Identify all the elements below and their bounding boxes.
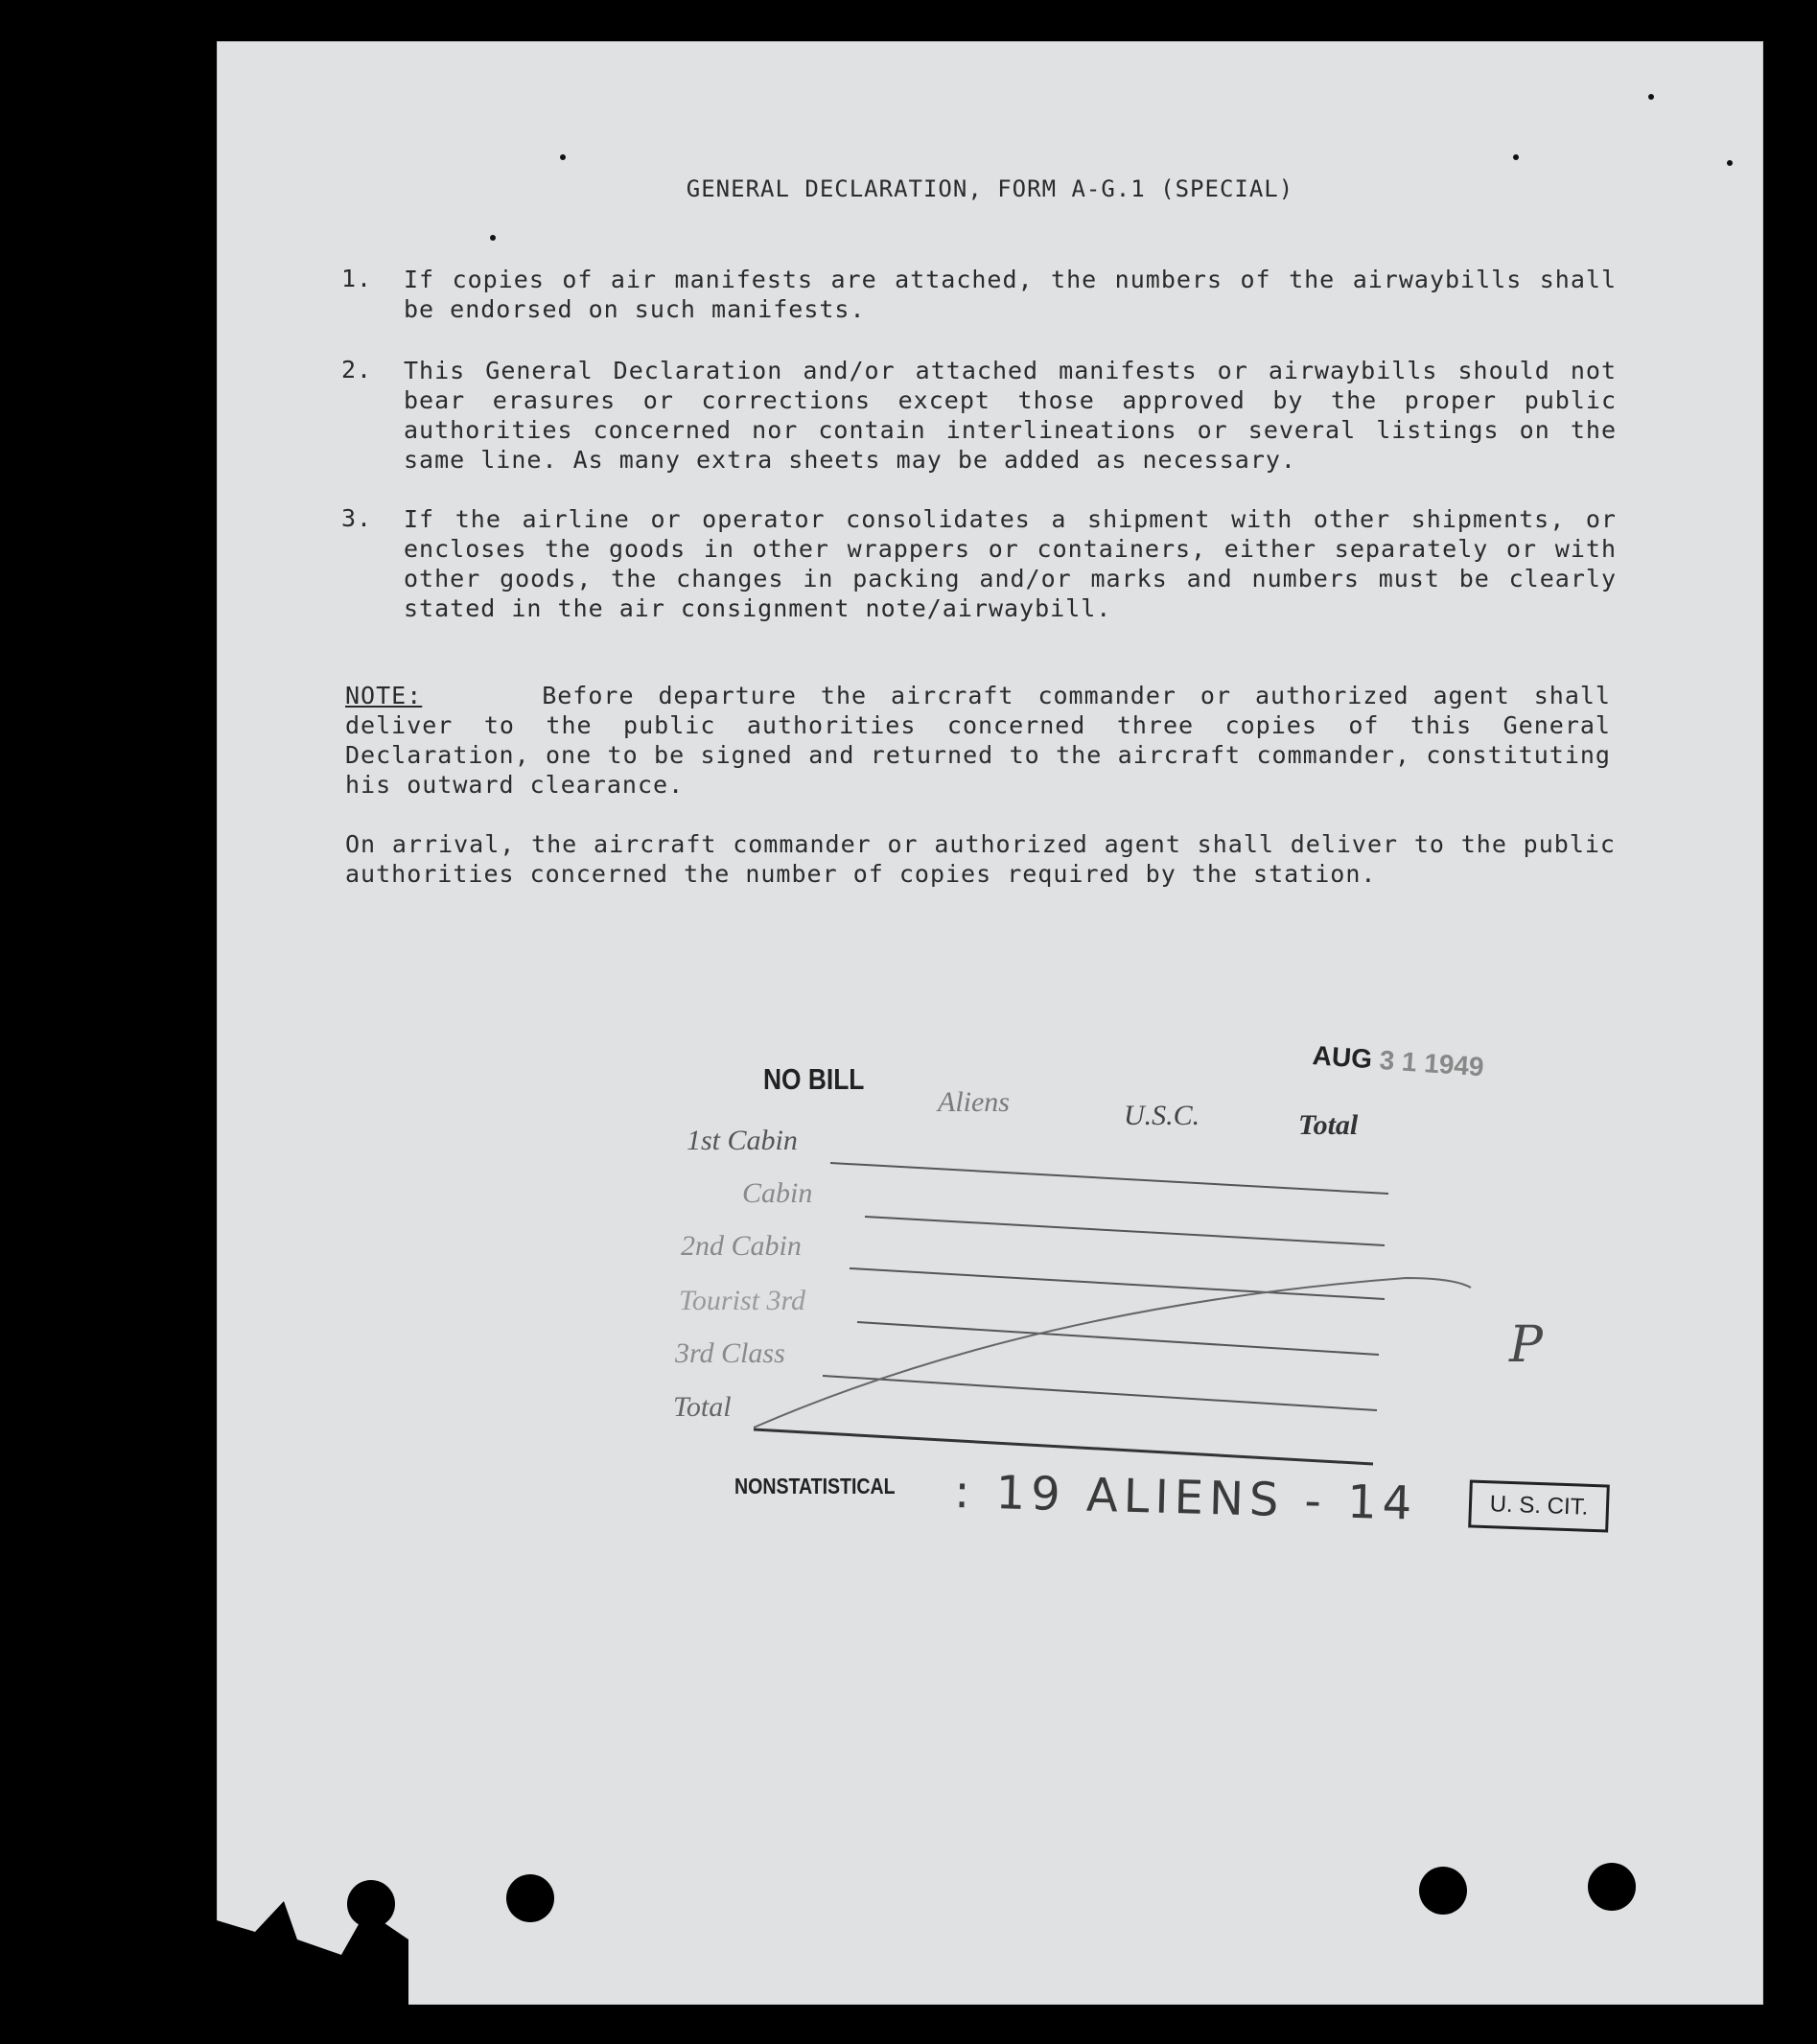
note-paragraph	[345, 681, 1611, 800]
punch-hole	[1419, 1867, 1467, 1915]
note-text: Before departure the aircraft commander or authorized agent shall deliver to the public authorities concerned three copies of this General Declaration, one to be signed and returned to the aircraft commander, constituting his outward clearance.	[345, 682, 1611, 799]
row-label-3rd-class: 3rd Class	[675, 1337, 785, 1369]
cross-out-stroke	[754, 1278, 1471, 1428]
date-stamp-day-year: 3 1 1949	[1378, 1044, 1485, 1082]
handwritten-initial: P	[1509, 1316, 1543, 1374]
speck	[560, 154, 566, 160]
row-label-1st-cabin: 1st Cabin	[687, 1125, 798, 1156]
speck	[490, 235, 496, 241]
torn-corner	[217, 1882, 408, 2005]
tally-line	[857, 1322, 1379, 1355]
document-page	[217, 41, 1763, 2005]
no-bill-stamp: NO BILL	[763, 1062, 865, 1096]
item-text: If copies of air manifests are attached, the numbers of the airwaybills shall be endorsed on such manifests.	[404, 266, 1617, 323]
item-text: This General Declaration and/or attached manifests or airwaybills should not bear erasures or corrections except those approved by the proper public authorities concerned nor contain interlineations or several listings on the same line. As many extra sheets may be added as necessary.	[404, 357, 1617, 474]
us-cit-stamp: U. S. CIT.	[1468, 1479, 1610, 1532]
punch-hole	[506, 1874, 554, 1922]
tally-line	[865, 1217, 1385, 1245]
document-title: GENERAL DECLARATION, FORM A-G.1 (SPECIAL)	[686, 175, 1294, 202]
column-header-usc: U.S.C.	[1124, 1100, 1200, 1131]
note-label: NOTE:	[345, 682, 423, 709]
date-stamp-month: AUG	[1311, 1040, 1374, 1075]
speck	[1648, 94, 1654, 100]
tally-line	[830, 1163, 1388, 1194]
punch-hole	[1588, 1863, 1636, 1911]
speck	[1727, 160, 1733, 166]
row-label-tourist-3rd: Tourist 3rd	[679, 1285, 806, 1316]
tally-line	[850, 1268, 1385, 1299]
tally-lines	[217, 41, 1763, 2005]
date-stamp	[1312, 1040, 1485, 1082]
item-number: 1.	[341, 265, 373, 292]
row-label-cabin: Cabin	[742, 1177, 813, 1209]
column-header-aliens: Aliens	[938, 1086, 1010, 1118]
nonstatistical-stamp: NONSTATISTICAL	[734, 1474, 896, 1498]
speck	[1513, 154, 1519, 160]
tally-line	[823, 1376, 1377, 1410]
handwritten-count-note: : 19 ALIENS - 14	[953, 1465, 1418, 1531]
item-text: If the airline or operator consolidates a shipment with other shipments, or encloses the goods in other wrappers or containers, either separately or with other goods, the changes in packing and/or marks and numbers must be clearly stated in the air consignment note/airwaybill.	[404, 505, 1617, 622]
arrival-paragraph: On arrival, the aircraft commander or authorized agent shall deliver to the public authorities concerned the number of copies required by the station.	[345, 830, 1616, 888]
row-label-2nd-cabin: 2nd Cabin	[681, 1230, 802, 1262]
tally-line	[754, 1429, 1373, 1464]
item-number: 3.	[341, 504, 373, 532]
item-number: 2.	[341, 356, 373, 383]
column-header-total: Total	[1298, 1109, 1359, 1141]
row-label-total: Total	[673, 1391, 732, 1423]
